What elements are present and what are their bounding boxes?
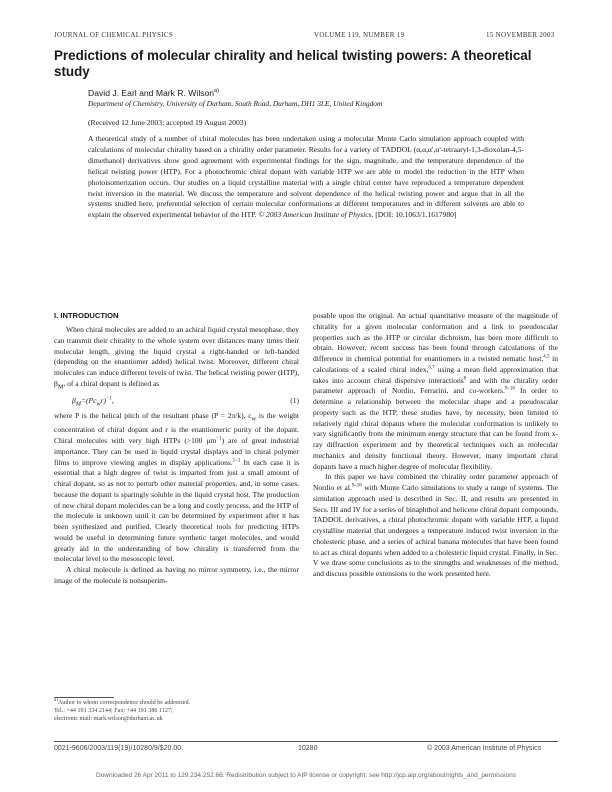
intro-paragraph-1 [54,325,299,393]
footnote-text: Author to whom correspondence should be addressed. [57,700,191,706]
footer-page-number: 10280 [298,745,318,752]
subscript: M [57,383,64,391]
author-names: David J. Earl and Mark R. Wilson [88,88,215,98]
intro-paragraph-3: A chiral molecule is defined as having no mirror symmetry, i.e., the mirror image of the molecule is nonsuperim- [54,565,299,585]
superscript: −1 [216,436,222,442]
text-run: using a mean field approximation that takes into account chiral dispersive interactions [313,364,558,385]
footer-copyright: © 2003 American Institute of Physics [427,745,542,752]
download-notice: Downloaded 26 Apr 2011 to 129.234.252.66. Redistribution subject to AIP license or copyright; see http://jcp.aip.org/about/rights_and_permissions [96,772,516,779]
text-run: posable upon the original. An actual quantitative measure of the magnitude of chirality for a given molecular conformation and a link to pseudoscalar properties such as the HTP or circular dichroism, has been more difficult to obtain. However, recent success has been found through calculations of the difference in chemical potential for enantiomers in a twisted nematic host, [313,311,558,363]
intro-paragraph-5 [313,472,558,580]
article-title: Predictions of molecular chirality and helical twisting powers: A theoretical study [54,48,532,79]
abstract-body: A theoretical study of a number of chiral molecules has been undertaken using a molecular Monte Carlo simulation approach coupled with calculations of molecular chirality based on a chirality order parameter. Results for a variety of TADDOL (α,α,α′,α′-tetraaryl-1,3-dioxolan-4,5-dimethanol) derivatives show good agreement with experimental findings for the sign, magnitude, and the temperature dependence of the helical twisting power (HTP). For a photochromic chiral dopant with variable HTP we are able to model the reduction in the HTP when photoisomerization occurs. Our studies on a liquid crystalline material with a single chiral center have reproduced a temperature dependent twist inversion in the material. We discuss the temperature and solvent dependence of the helical twisting power and argue that in all the systems studied here, preferential selection of certain molecular conformations at different temperatures and in different solvents are able to explain the observed experimental behavior of the HTP. [88,134,524,220]
running-head-date: 15 NOVEMBER 2003 [486,31,555,39]
equation-number: (1) [290,396,299,405]
citation-ref: 8 [463,376,467,381]
left-column [54,325,299,587]
footnote-line: electronic mail: mark.wilson@durham.ac.uk [54,716,163,723]
text-run: and with the chirality order parameter approach of Nordio, Ferrarini, and co-workers. [313,375,559,396]
citation-ref: 9–16 [504,386,515,392]
affiliation: Department of Chemistry, University of Durham, South Road, Durham, DH1 3LE, United Kingdom [88,99,383,108]
running-head-journal: JOURNAL OF CHEMICAL PHYSICS [54,31,174,39]
footer-issn: 0021-9606/2003/119(19)/10280/9/$20.00 [54,745,182,752]
eq-subscript: M [75,400,81,408]
text-run: ) are of great industrial importance. They can be used in liquid crystal displays and in chiral polymer films to improve viewing angles in display applications. [54,436,299,467]
citation-ref: 9–16 [351,483,362,489]
author-list [88,88,219,98]
author-footnote-mark: a) [214,88,219,95]
citation-ref: 6,7 [428,365,435,371]
intro-paragraph-4 [313,311,558,472]
eq-superscript: −1 [106,396,112,402]
text-run: When chiral molecules are added to an achiral liquid crystal mesophase, they can transmit their chirality to the whole system over distances many times their molecular length, giving the liquid crystal a right-handed or left-handed (depending on the enantiomer added) helical twist. Moreover, different chiral molecules can induce different levels of twist. The helical twisting power (HTP), β [54,325,299,388]
footnote-line: Tel.: +44 191 334 2144; Fax: +44 191 386 1127; [54,708,173,715]
eq-symbol: β [72,396,76,405]
text-run: is the weight concentration of chiral dopant and r is the enantiomeric purity of the dopant. Chiral molecules with very high HTPs (>100 μm [54,411,300,445]
citation-ref: 4,5 [543,354,550,360]
footer-rule [54,741,558,742]
text-run: In this paper we have combined the chirality order parameter approach of Nordio et al. [313,472,558,492]
text-run: where P is the helical pitch of the resultant phase (P = 2π/k), c [54,411,252,420]
author-footnote [54,699,299,723]
equation-1 [54,396,299,408]
section-heading-introduction: I. INTRODUCTION [54,311,119,320]
abstract-copyright: © 2003 American Institute of Physics. [258,210,374,220]
intro-paragraph-2 [54,411,299,565]
footnote-rule [54,697,114,698]
eq-symbol: , [111,396,114,405]
running-head-volume: VOLUME 119, NUMBER 19 [314,31,405,39]
footnote-line [54,699,299,707]
text-run: In each case it is essential that a high degree of twist is imparted from just a small amount of chiral dopant, so as not to perturb other material properties, and, in some cases, because the dopant is sparingly soluble in the liquid crystal host. The production of new chiral dopant molecules can be a long and costly process, and the HTP of the molecule is unknown until it can be determined by experiment after it has been synthesized and purified. Clearly theoretical tools for predicting HTPs would be useful in determining future synthetic target molecules, and would greatly aid in the understanding of how chirality is transferred from the molecular level to the mesoscopic level. [54,457,300,564]
text-run: with Monte Carlo simulations to study a range of systems. The simulation approach used is described in Sec. II, and results are presented in Secs. III and IV for a series of binaphthol and helicene chiral dopant compounds, TADDOL derivatives, a chiral photochromic dopant with variable HTP, a liquid crystalline material that undergoes a temperature induced twist inversion in the cholesteric phase, and a series of achiral banana molecules that have been found to act as chiral dopants when added to a cholesteric liquid crystal. Finally, in Sec. V we draw some conclusions as to the strengths and weaknesses of the method, and discuss possible extensions to the work presented here. [313,483,558,578]
eq-symbol: =(Pc [80,396,97,405]
citation-ref: 1–3 [232,458,241,463]
text-run: , of a chiral dopant is defined as [63,378,160,388]
abstract [88,134,524,221]
right-column [313,311,558,580]
eq-subscript: w [96,400,101,408]
text-run: in calculations of a scaled chiral index, [313,354,558,374]
footnote-mark: a) [54,697,58,703]
subscript: w [251,415,257,423]
text-run: In order to determine a relationship between the molecular shape and a pseudoscalar property such as the HTP, these studies have, by necessity, been limited to relatively rigid chiral dopants where the molecular conformation is unlikely to vary significantly from the minimum energy structure that can be found from x-ray diffraction experiment and by theoretical techniques such as molecular mechanics and density functional theory. However, many important chiral dopants have a much higher degree of molecular flexibility. [313,386,558,471]
doi: [DOI: 10.1063/1.1617980] [375,210,457,220]
equation-expression [72,396,114,410]
received-dates: (Received 12 June 2003; accepted 19 August 2003) [88,118,247,127]
eq-symbol: r) [100,396,107,405]
